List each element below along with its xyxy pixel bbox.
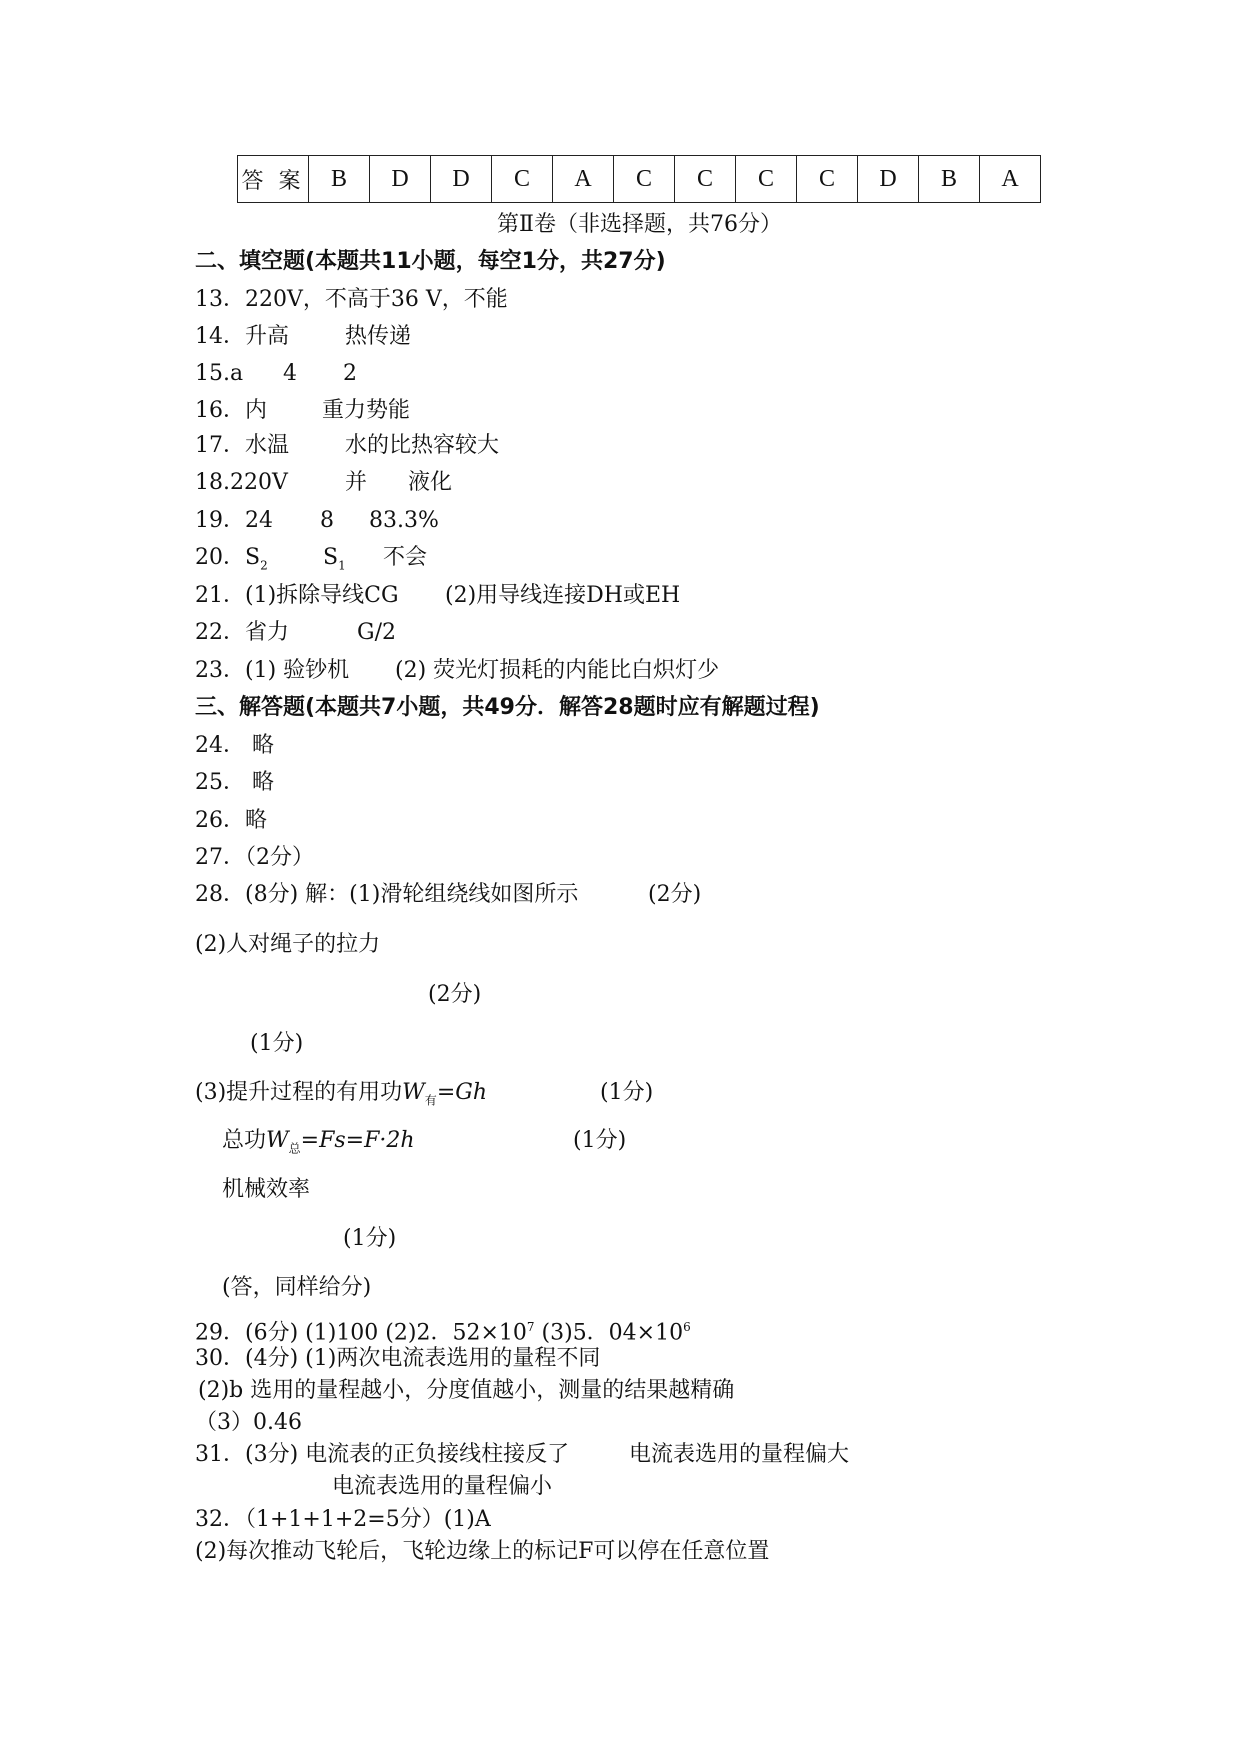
answer-28-part-3 [195, 1080, 654, 1113]
answer-cell: C [492, 156, 553, 203]
useful-work-subscript: 有 [424, 1093, 437, 1108]
total-work-score: (1分) [573, 1128, 627, 1153]
answer-17 [195, 433, 500, 459]
answer-26: 26．略 [195, 808, 267, 833]
answer-22-part-a: 22．省力 [195, 620, 289, 645]
answer-14-part-a: 14．升高 [195, 324, 289, 349]
answer-28-part-1-text: 28．(8分) 解：(1)滑轮组绕线如图所示 [195, 882, 579, 907]
answer-23 [195, 658, 720, 684]
answer-19-part-a: 19．24 [195, 508, 273, 533]
answer-30-part-1: 30．(4分) (1)两次电流表选用的量程不同 [195, 1346, 601, 1371]
answer-20-part-b [323, 545, 346, 578]
answer-18-part-b: 并 [345, 470, 368, 495]
answer-18-part-c: 液化 [408, 470, 453, 495]
answer-14 [195, 324, 412, 350]
answer-30-part-2: (2)b 选用的量程越小，分度值越小，测量的结果越精确 [198, 1378, 735, 1403]
answer-15-part-a: 15.a [195, 361, 244, 386]
answer-28-part-1 [195, 882, 702, 908]
total-work-label: 总功 [222, 1128, 267, 1153]
answer-28-efficiency: 机械效率 [222, 1177, 311, 1202]
answer-cell: C [675, 156, 736, 203]
answer-19-part-b: 8 [320, 508, 334, 533]
answer-28-part-3-text: (3)提升过程的有用功 [195, 1080, 403, 1105]
answer-13: 13．220V，不高于36 V，不能 [195, 287, 508, 312]
answer-25: 25． 略 [195, 770, 274, 795]
volume-title: 第Ⅱ卷（非选择题，共76分） [497, 212, 782, 237]
answer-28-part-2: (2)人对绳子的拉力 [195, 932, 381, 957]
answer-cell: B [309, 156, 370, 203]
answer-20-s-subscript: 1 [338, 558, 346, 573]
answer-31 [195, 1442, 850, 1468]
total-work-subscript: 总 [288, 1141, 301, 1156]
answer-16-part-b: 重力势能 [322, 398, 411, 423]
answer-23-part-b: (2) 荧光灯损耗的内能比白炽灯少 [395, 658, 720, 683]
answer-cell: D [370, 156, 431, 203]
answer-29-exponent-2: 6 [683, 1320, 691, 1334]
answer-28-efficiency-score: (1分) [343, 1226, 397, 1251]
answer-20-part-a [195, 545, 268, 573]
answer-table [237, 155, 1041, 203]
answer-32-part-1: 32．（1+1+1+2=5分）(1)A [195, 1507, 491, 1532]
answer-18-part-a: 18.220V [195, 470, 288, 495]
answer-23-part-a: 23．(1) 验钞机 [195, 658, 350, 683]
answer-27: 27．（2分） [195, 845, 314, 870]
answer-16 [195, 398, 411, 424]
answer-17-part-a: 17．水温 [195, 433, 289, 458]
answer-30-part-3: （3）0.46 [195, 1410, 302, 1435]
answer-20-s-subscript: 2 [260, 558, 268, 573]
answer-31-part-b: 电流表选用的量程偏大 [629, 1442, 850, 1467]
answer-32-part-2: (2)每次推动飞轮后，飞轮边缘上的标记F可以停在任意位置 [195, 1539, 770, 1564]
answer-18 [195, 470, 453, 496]
answer-cell: C [614, 156, 675, 203]
answer-cell: A [980, 156, 1041, 203]
answer-20-part-c: 不会 [383, 545, 428, 570]
answer-28-total-work [222, 1128, 627, 1161]
answer-20-s-label: 20．S [195, 545, 261, 570]
answer-21-part-b: (2)用导线连接DH或EH [445, 583, 681, 608]
answer-19 [195, 508, 439, 534]
answer-15-part-c: 2 [343, 361, 357, 386]
section-3-title: 三、解答题(本题共7小题，共49分．解答28题时应有解题过程) [195, 695, 820, 720]
answer-20-s-label: S [323, 545, 339, 570]
answer-28-part-1-score: (2分) [648, 882, 702, 907]
answer-28-part-3-score: (1分) [600, 1080, 654, 1105]
answer-28-part-2b-score: (1分) [250, 1031, 304, 1056]
answer-24: 24． 略 [195, 733, 274, 758]
answer-22 [195, 620, 396, 646]
answer-29-text-a: 29．(6分) (1)100 (2)2．52×10 [195, 1320, 527, 1346]
answer-16-part-a: 16．内 [195, 398, 267, 423]
answer-15-part-b: 4 [283, 361, 297, 386]
answer-15 [195, 361, 357, 387]
answer-17-part-b: 水的比热容较大 [345, 433, 500, 458]
useful-work-formula: =Gh [436, 1080, 487, 1105]
answer-cell: D [431, 156, 492, 203]
answer-20 [195, 545, 428, 578]
answer-19-part-c: 83.3% [369, 508, 439, 533]
answer-14-part-b: 热传递 [345, 324, 412, 349]
answer-cell: D [858, 156, 919, 203]
answer-cell: A [553, 156, 614, 203]
answer-21 [195, 583, 681, 609]
useful-work-symbol: W [402, 1080, 425, 1105]
answer-29 [195, 1314, 691, 1346]
answer-21-part-a: 21．(1)拆除导线CG [195, 583, 399, 608]
answer-cell: C [797, 156, 858, 203]
answer-28-part-2-score: (2分) [428, 982, 482, 1007]
total-work-formula: =Fs=F·2h [300, 1128, 415, 1153]
answer-cell: B [919, 156, 980, 203]
answer-22-part-b: G/2 [357, 620, 396, 645]
section-2-title: 二、填空题(本题共11小题，每空1分，共27分) [195, 249, 666, 274]
answer-row [238, 156, 1041, 203]
answer-31-part-c: 电流表选用的量程偏小 [332, 1474, 553, 1499]
answer-28-note: (答，同样给分) [222, 1275, 372, 1300]
answer-label: 答 案 [238, 156, 309, 203]
answer-29-exponent-1: 7 [526, 1320, 535, 1334]
answer-31-part-a: 31．(3分) 电流表的正负接线柱接反了 [195, 1442, 570, 1467]
answer-29-text-b: (3)5．04×10 [534, 1320, 684, 1346]
total-work-symbol: W [266, 1128, 289, 1153]
answer-cell: C [736, 156, 797, 203]
